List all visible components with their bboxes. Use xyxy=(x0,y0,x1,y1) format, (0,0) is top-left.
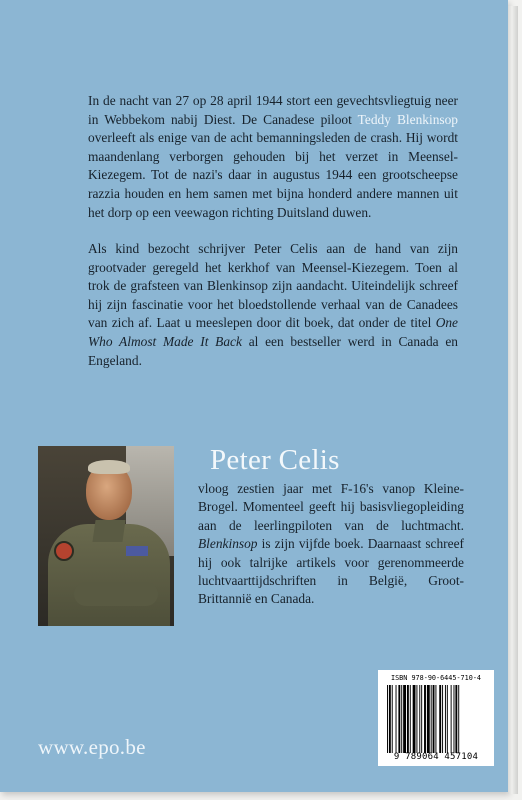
synopsis-text-1b: overleeft als enige van de acht bemanningsleden de crash. Hij wordt maandenlang verborgen gehouden bij het verzet in Meensel-Kiezegem. Tot de nazi's daar in augustus 1944 een grootscheepse razzia houden en hem samen met bijna honderd andere mannen uit het dorp op een veewagon richting Duitsland duwen. xyxy=(88,130,458,220)
synopsis-paragraph-2 xyxy=(88,240,458,370)
publisher-website[interactable]: www.epo.be xyxy=(38,735,146,759)
barcode-bar xyxy=(396,685,397,753)
barcode-digits: 9 789064 457104 xyxy=(393,752,479,762)
page-block-edge xyxy=(508,6,518,794)
barcode-bar xyxy=(455,685,457,753)
original-title: One Who Almost Made It Back xyxy=(88,315,458,349)
isbn-label: ISBN 978-90-6445-710-4 xyxy=(390,674,482,682)
barcode-bar xyxy=(427,685,430,753)
barcode-bar xyxy=(424,685,426,753)
synopsis-text-2b: al een bestseller werd in Canada en Engeland. xyxy=(88,333,458,368)
barcode-bar xyxy=(431,685,432,753)
barcode-bar xyxy=(421,685,422,753)
barcode-bar xyxy=(387,685,388,753)
barcode-bar xyxy=(445,685,446,753)
synopsis-text-1a: In de nacht van 27 op 28 april 1944 stort een gevechtsvliegtuig neer in Webbekom nabij Diest. De Canadese piloot xyxy=(88,93,458,127)
barcode-bar xyxy=(416,685,417,753)
author-bio xyxy=(198,480,464,609)
photo-squadron-patch xyxy=(54,541,74,561)
barcode-bar xyxy=(458,685,459,753)
barcode-bar xyxy=(439,685,441,753)
photo-crossed-arms xyxy=(74,582,158,606)
barcode-bars xyxy=(386,685,486,753)
barcode-bar xyxy=(398,685,400,753)
author-bio-text-a: vloog zestien jaar met F-16's vanop Kleine-Brogel. Momenteel geeft hij basisvliegopleiding aan de leerlingpiloten van de luchtmacht. xyxy=(198,481,464,533)
book-title-italic: Blenkinsop xyxy=(198,536,258,552)
author-photo xyxy=(38,446,174,626)
barcode-bar xyxy=(419,685,420,753)
author-name: Peter Celis xyxy=(210,444,340,476)
barcode-bar xyxy=(401,685,402,753)
photo-name-patch xyxy=(126,546,148,556)
barcode-bar xyxy=(413,685,416,753)
barcode-bar xyxy=(392,685,393,753)
author-bio-text-b: is zijn vijfde boek. Daarnaast schreef hij ook talrijke artikels voor gerenommeerde luchtvaarttijdschriften in België, Groot-Brittannië en Canada. xyxy=(198,536,464,607)
barcode-bar xyxy=(389,685,391,753)
photo-collar xyxy=(92,520,125,542)
barcode-bar xyxy=(407,685,409,753)
barcode-bar xyxy=(403,685,406,753)
photo-hair xyxy=(88,460,130,474)
barcode-bar xyxy=(435,685,436,753)
barcode-bar xyxy=(447,685,448,753)
barcode xyxy=(378,670,494,766)
barcode-bar xyxy=(433,685,435,753)
barcode-bar xyxy=(451,685,452,753)
synopsis-paragraph-1 xyxy=(88,92,458,222)
barcode-bar xyxy=(454,685,455,753)
barcode-bar xyxy=(442,685,443,753)
barcode-bar xyxy=(410,685,411,753)
highlighted-name: Teddy Blenkinsop xyxy=(357,111,459,127)
synopsis-text-2a: Als kind bezocht schrijver Peter Celis aan de hand van zijn grootvader geregeld het kerkhof van Meensel-Kiezegem. Toen al trok de grafsteen van Blenkinsop zijn aandacht. Uiteindelijk schreef hij zijn fascinatie voor het bloedstollende verhaal van de Canadees van zich af. Laat u meeslepen door dit boek, dat onder de titel xyxy=(88,241,458,331)
